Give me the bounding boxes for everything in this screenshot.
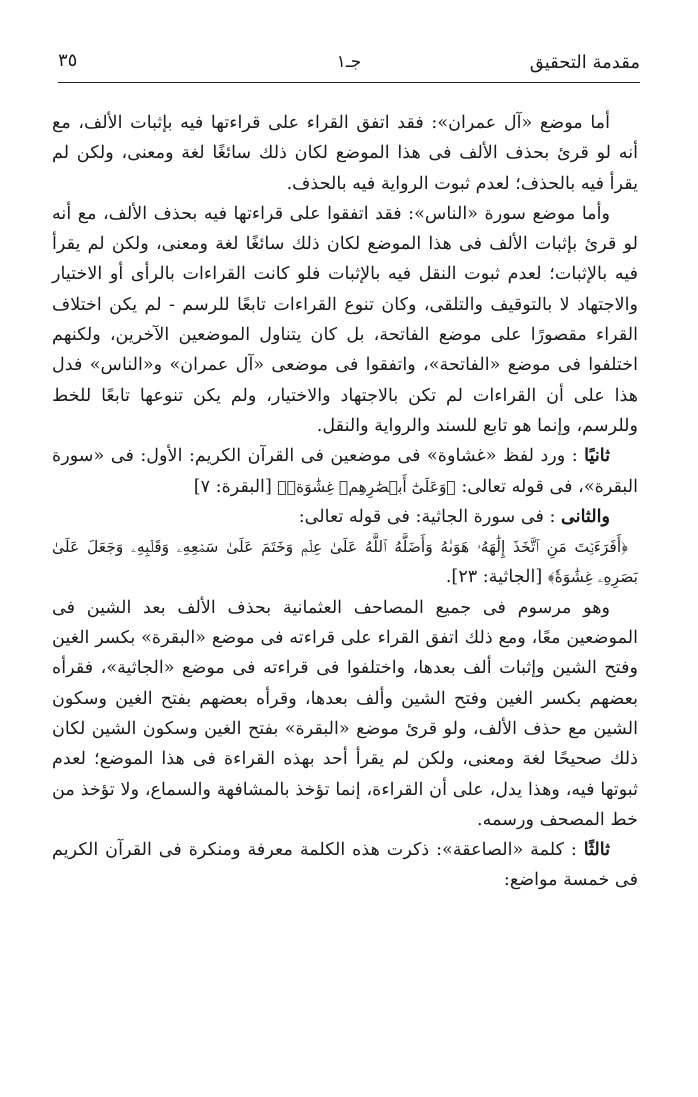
paragraph-third-saiqa [52,835,638,896]
verse-reference: [الجاثية: ٢٣]. [445,567,548,588]
verse-block-jathiya [52,532,638,593]
quran-verse-jathiya: ﴿أَفَرَءَيۡتَ مَنِ ٱتَّخَذَ إِلَٰهَهُۥ هَوَىٰهُ وَأَضَلَّهُ ٱللَّهُ عَلَىٰ عِلۡمٖ وَخَتَمَ عَلَىٰ سَمۡعِهِۦ وَقَلۡبِهِۦ وَجَعَلَ عَلَىٰ بَصَرِهِۦ غِشَٰوَةٗ﴾ [52,538,638,587]
verse-reference: [البقرة: ٧] [193,476,278,497]
section-label-third: ثالثًا [583,839,610,861]
running-title: مقدمة التحقيق [529,52,640,73]
section-label-second: ثانيًا [584,445,610,467]
paragraph-jathiya [52,502,638,532]
page-body [52,108,638,896]
paragraph-second-ghishawa [52,441,638,502]
header-divider [58,82,640,83]
page-header [58,40,640,80]
quran-verse-baqarah: ﴿وَعَلَىٰٓ أَبۡصَٰرِهِمۡ غِشَٰوَةٞ﴾ [277,477,456,496]
paragraph-rasm: وهو مرسوم فى جميع المصاحف العثمانية بحذف الألف بعد الشين فى الموضعين معًا، ومع ذلك اتفق القراء على قراءته فى موضع «البقرة» بكسر الغين وفتح الشين وإثبات ألف بعدها، واختلفوا فى قراءته فى موضع «الجاثية»، فقرأه بعضهم بكسر الغين وفتح الشين وألف بعدها، وقرأه بعضهم بفتح الغين وسكون الشين مع حذف الألف، ولو قرئ موضع «البقرة» بفتح الغين وسكون الشين لكان ذلك صحيحًا لغة ومعنى، ولكن لم يقرأ أحد بهذه القراءة فى هذا الموضع؛ لعدم ثبوتها فيه، وهذا يدل، على أن القراءة، إنما تؤخذ بالمشافهة والسماع، ولا تؤخذ من خط المصحف ورسمه. [52,597,638,830]
paragraph-text: : فى سورة الجاثية: فى قوله تعالى: [298,506,562,527]
paragraph-al-nas: وأما موضع سورة «الناس»: فقد اتفقوا على قراءتها فيه بحذف الألف، مع أنه لو قرئ بإثبات الألف فى هذا الموضع لكان ذلك سائغًا لغة ومعنى، ولكن لم يقرأ فيه بالإثبات؛ لعدم ثبوت النقل فيه بالإثبات فلو كانت القراءات بالرأى أو الاختيار والاجتهاد لا بالتوقيف والتلقى، وكان تنوع القراءات تابعًا للرسم - لم يكن اختلاف القراء مقصورًا على موضع الفاتحة، بل كان يتناول الموضعين الآخرين، ولكنهم اختلفوا فى موضع «الفاتحة»، واتفقوا فى موضعى «آل عمران» و«الناس» فدل هذا على أن القراءات لم تكن بالاجتهاد والاختيار، ولم يكن تنوعها تابعًا للخط وللرسم، وإنما هو تابع للسند والرواية والنقل. [52,203,638,436]
paragraph-text: : ورد لفظ «غشاوة» فى موضعين فى القرآن الكريم: الأول: فى «سورة البقرة»، فى قوله تعالى: [52,446,638,497]
paragraph-al-imran: أما موضع «آل عمران»: فقد اتفق القراء على قراءتها فيه بإثبات الألف، مع أنه لو قرئ بحذف الألف فى هذا الموضع لكان ذلك سائغًا لغة ومعنى، ولكن لم يقرأ فيه بالحذف؛ لعدم ثبوت الرواية فيه بالحذف. [52,113,638,194]
volume-number: جـ١ [336,52,362,72]
paragraph-text: : كلمة «الصاعقة»: ذكرت هذه الكلمة معرفة ومنكرة فى القرآن الكريم فى خمسة مواضع: [52,840,638,891]
page-number: ٣٥ [58,50,78,71]
section-label-second-place: والثانى [561,505,610,527]
